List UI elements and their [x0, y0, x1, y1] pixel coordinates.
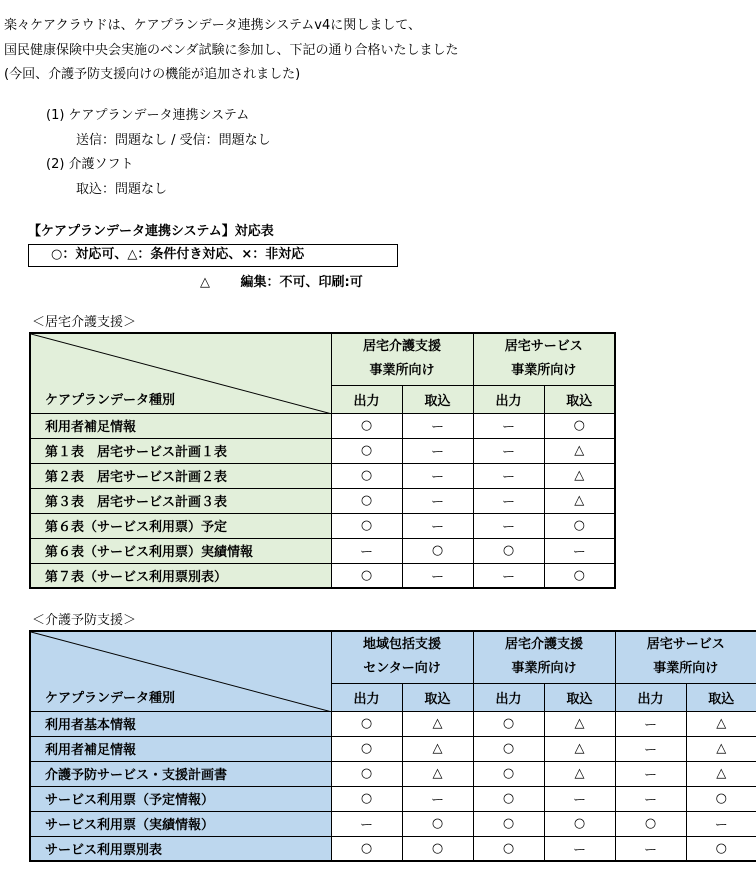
row-label: 第６表（サービス利用票）予定: [30, 513, 331, 538]
support-cell: ○: [331, 513, 402, 538]
sub-header: 出力: [331, 683, 402, 711]
support-cell: ー: [331, 811, 402, 836]
support-cell: ○: [402, 538, 473, 563]
group-header-line: 事業所向け: [511, 363, 577, 379]
prevention-table: [29, 630, 756, 862]
result-item-detail: 取込：問題なし: [76, 181, 168, 197]
group-header: [473, 333, 615, 385]
support-cell: ○: [473, 836, 544, 861]
table-row: [30, 711, 756, 736]
support-cell: ー: [615, 736, 686, 761]
group-header-line: 居宅介護支援: [505, 637, 584, 653]
support-cell: ー: [686, 811, 756, 836]
section-label-prevention: ＜介護予防支援＞: [32, 613, 137, 628]
support-cell: ○: [331, 736, 402, 761]
table-row: [30, 488, 615, 513]
group-header-line: 居宅サービス: [646, 637, 725, 653]
sub-header: 取込: [686, 683, 756, 711]
section-label-home: ＜居宅介護支援＞: [32, 315, 137, 330]
group-header-line: 居宅サービス: [504, 339, 583, 355]
support-cell: ー: [402, 438, 473, 463]
support-cell: △: [544, 488, 615, 513]
support-cell: ○: [544, 513, 615, 538]
support-cell: ー: [402, 513, 473, 538]
group-header: [473, 631, 615, 683]
support-cell: △: [544, 463, 615, 488]
sub-header: 出力: [473, 683, 544, 711]
row-label: 第３表 居宅サービス計画３表: [30, 488, 331, 513]
result-item-title: (1) ケアプランデータ連携システム: [46, 108, 250, 123]
support-cell: ー: [473, 513, 544, 538]
sub-header: 取込: [402, 385, 473, 413]
support-cell: ー: [544, 836, 615, 861]
support-cell: ○: [331, 836, 402, 861]
support-cell: △: [686, 761, 756, 786]
group-header-line: 事業所向け: [653, 661, 719, 677]
table-row: [30, 463, 615, 488]
support-cell: ー: [615, 761, 686, 786]
legend-box: ○：対応可、△：条件付き対応、×：非対応: [28, 244, 398, 267]
support-cell: ー: [473, 413, 544, 438]
group-header-line: 事業所向け: [511, 661, 577, 677]
support-cell: ○: [473, 811, 544, 836]
support-cell: ○: [331, 563, 402, 588]
support-cell: △: [686, 736, 756, 761]
support-cell: ○: [402, 836, 473, 861]
support-cell: ○: [473, 736, 544, 761]
triangle-note: △ 編集：不可、印刷:可: [200, 275, 363, 290]
support-cell: ○: [331, 413, 402, 438]
support-cell: ○: [686, 836, 756, 861]
row-label: サービス利用票（予定情報）: [30, 786, 331, 811]
support-cell: ○: [331, 438, 402, 463]
support-cell: ○: [331, 786, 402, 811]
row-label: 利用者基本情報: [30, 711, 331, 736]
support-cell: ○: [473, 711, 544, 736]
group-header-line: 地域包括支援: [363, 637, 442, 653]
support-cell: ー: [544, 786, 615, 811]
support-cell: △: [544, 761, 615, 786]
row-label: 利用者補足情報: [30, 736, 331, 761]
intro-line: 楽々ケアクラウドは、ケアプランデータ連携システムv4に関しまして、: [4, 18, 422, 33]
table-row: [30, 438, 615, 463]
sub-header: 出力: [331, 385, 402, 413]
support-cell: ○: [473, 786, 544, 811]
intro-line: (今回、介護予防支援向けの機能が追加されました): [4, 67, 301, 82]
support-cell: ー: [473, 463, 544, 488]
support-cell: ー: [615, 711, 686, 736]
support-cell: ○: [331, 463, 402, 488]
support-cell: ○: [473, 538, 544, 563]
result-item-detail: 送信：問題なし / 受信：問題なし: [76, 132, 271, 148]
result-item-title: (2) 介護ソフト: [46, 157, 134, 172]
home-care-table: [29, 332, 616, 589]
sub-header: 取込: [544, 683, 615, 711]
support-cell: ー: [615, 786, 686, 811]
table-row: [30, 761, 756, 786]
group-header: [331, 631, 473, 683]
sub-header: 取込: [402, 683, 473, 711]
support-cell: ー: [473, 563, 544, 588]
group-header-line: 居宅介護支援: [363, 339, 442, 355]
table-corner-header: [30, 333, 331, 413]
support-cell: ○: [402, 811, 473, 836]
support-cell: ○: [544, 811, 615, 836]
group-header: [331, 333, 473, 385]
row-label: 利用者補足情報: [30, 413, 331, 438]
table-corner-header: [30, 631, 331, 711]
support-cell: ○: [473, 761, 544, 786]
support-cell: ー: [473, 488, 544, 513]
support-cell: ー: [402, 463, 473, 488]
support-cell: ー: [402, 413, 473, 438]
row-label: 第２表 居宅サービス計画２表: [30, 463, 331, 488]
row-label: 第６表（サービス利用票）実績情報: [30, 538, 331, 563]
support-cell: ○: [615, 811, 686, 836]
support-cell: △: [544, 711, 615, 736]
support-cell: △: [544, 438, 615, 463]
support-cell: △: [544, 736, 615, 761]
group-header-line: センター向け: [363, 661, 441, 677]
row-label: 第１表 居宅サービス計画１表: [30, 438, 331, 463]
sub-header: 出力: [615, 683, 686, 711]
support-cell: ○: [331, 488, 402, 513]
row-label: 第７表（サービス利用票別表）: [30, 563, 331, 588]
intro-text: [4, 14, 458, 88]
sub-header: 出力: [473, 385, 544, 413]
support-table-title: 【ケアプランデータ連携システム】対応表: [28, 224, 274, 239]
support-cell: ○: [331, 711, 402, 736]
table-row: [30, 811, 756, 836]
table-row: [30, 836, 756, 861]
support-cell: △: [402, 761, 473, 786]
support-cell: ー: [615, 836, 686, 861]
table-row: [30, 786, 756, 811]
support-cell: ○: [544, 413, 615, 438]
support-cell: ○: [331, 761, 402, 786]
sub-header: 取込: [544, 385, 615, 413]
table-row: [30, 413, 615, 438]
support-cell: △: [402, 711, 473, 736]
support-cell: ー: [402, 563, 473, 588]
row-label: 介護予防サービス・支援計画書: [30, 761, 331, 786]
corner-label: ケアプランデータ種別: [45, 690, 176, 706]
support-cell: ー: [473, 438, 544, 463]
support-cell: △: [686, 711, 756, 736]
intro-line: 国民健康保険中央会実施のベンダ試験に参加し、下記の通り合格いたしました: [4, 42, 459, 58]
table-row: [30, 563, 615, 588]
table-row: [30, 538, 615, 563]
corner-label: ケアプランデータ種別: [45, 392, 176, 408]
support-cell: ー: [544, 538, 615, 563]
support-cell: ー: [331, 538, 402, 563]
row-label: サービス利用票（実績情報）: [30, 811, 331, 836]
table-row: [30, 513, 615, 538]
support-cell: ○: [686, 786, 756, 811]
support-cell: ー: [402, 786, 473, 811]
test-results: [46, 104, 271, 202]
group-header: [615, 631, 756, 683]
group-header-line: 事業所向け: [369, 363, 435, 379]
support-cell: △: [402, 736, 473, 761]
support-cell: ー: [402, 488, 473, 513]
table-row: [30, 736, 756, 761]
support-cell: ○: [544, 563, 615, 588]
row-label: サービス利用票別表: [30, 836, 331, 861]
